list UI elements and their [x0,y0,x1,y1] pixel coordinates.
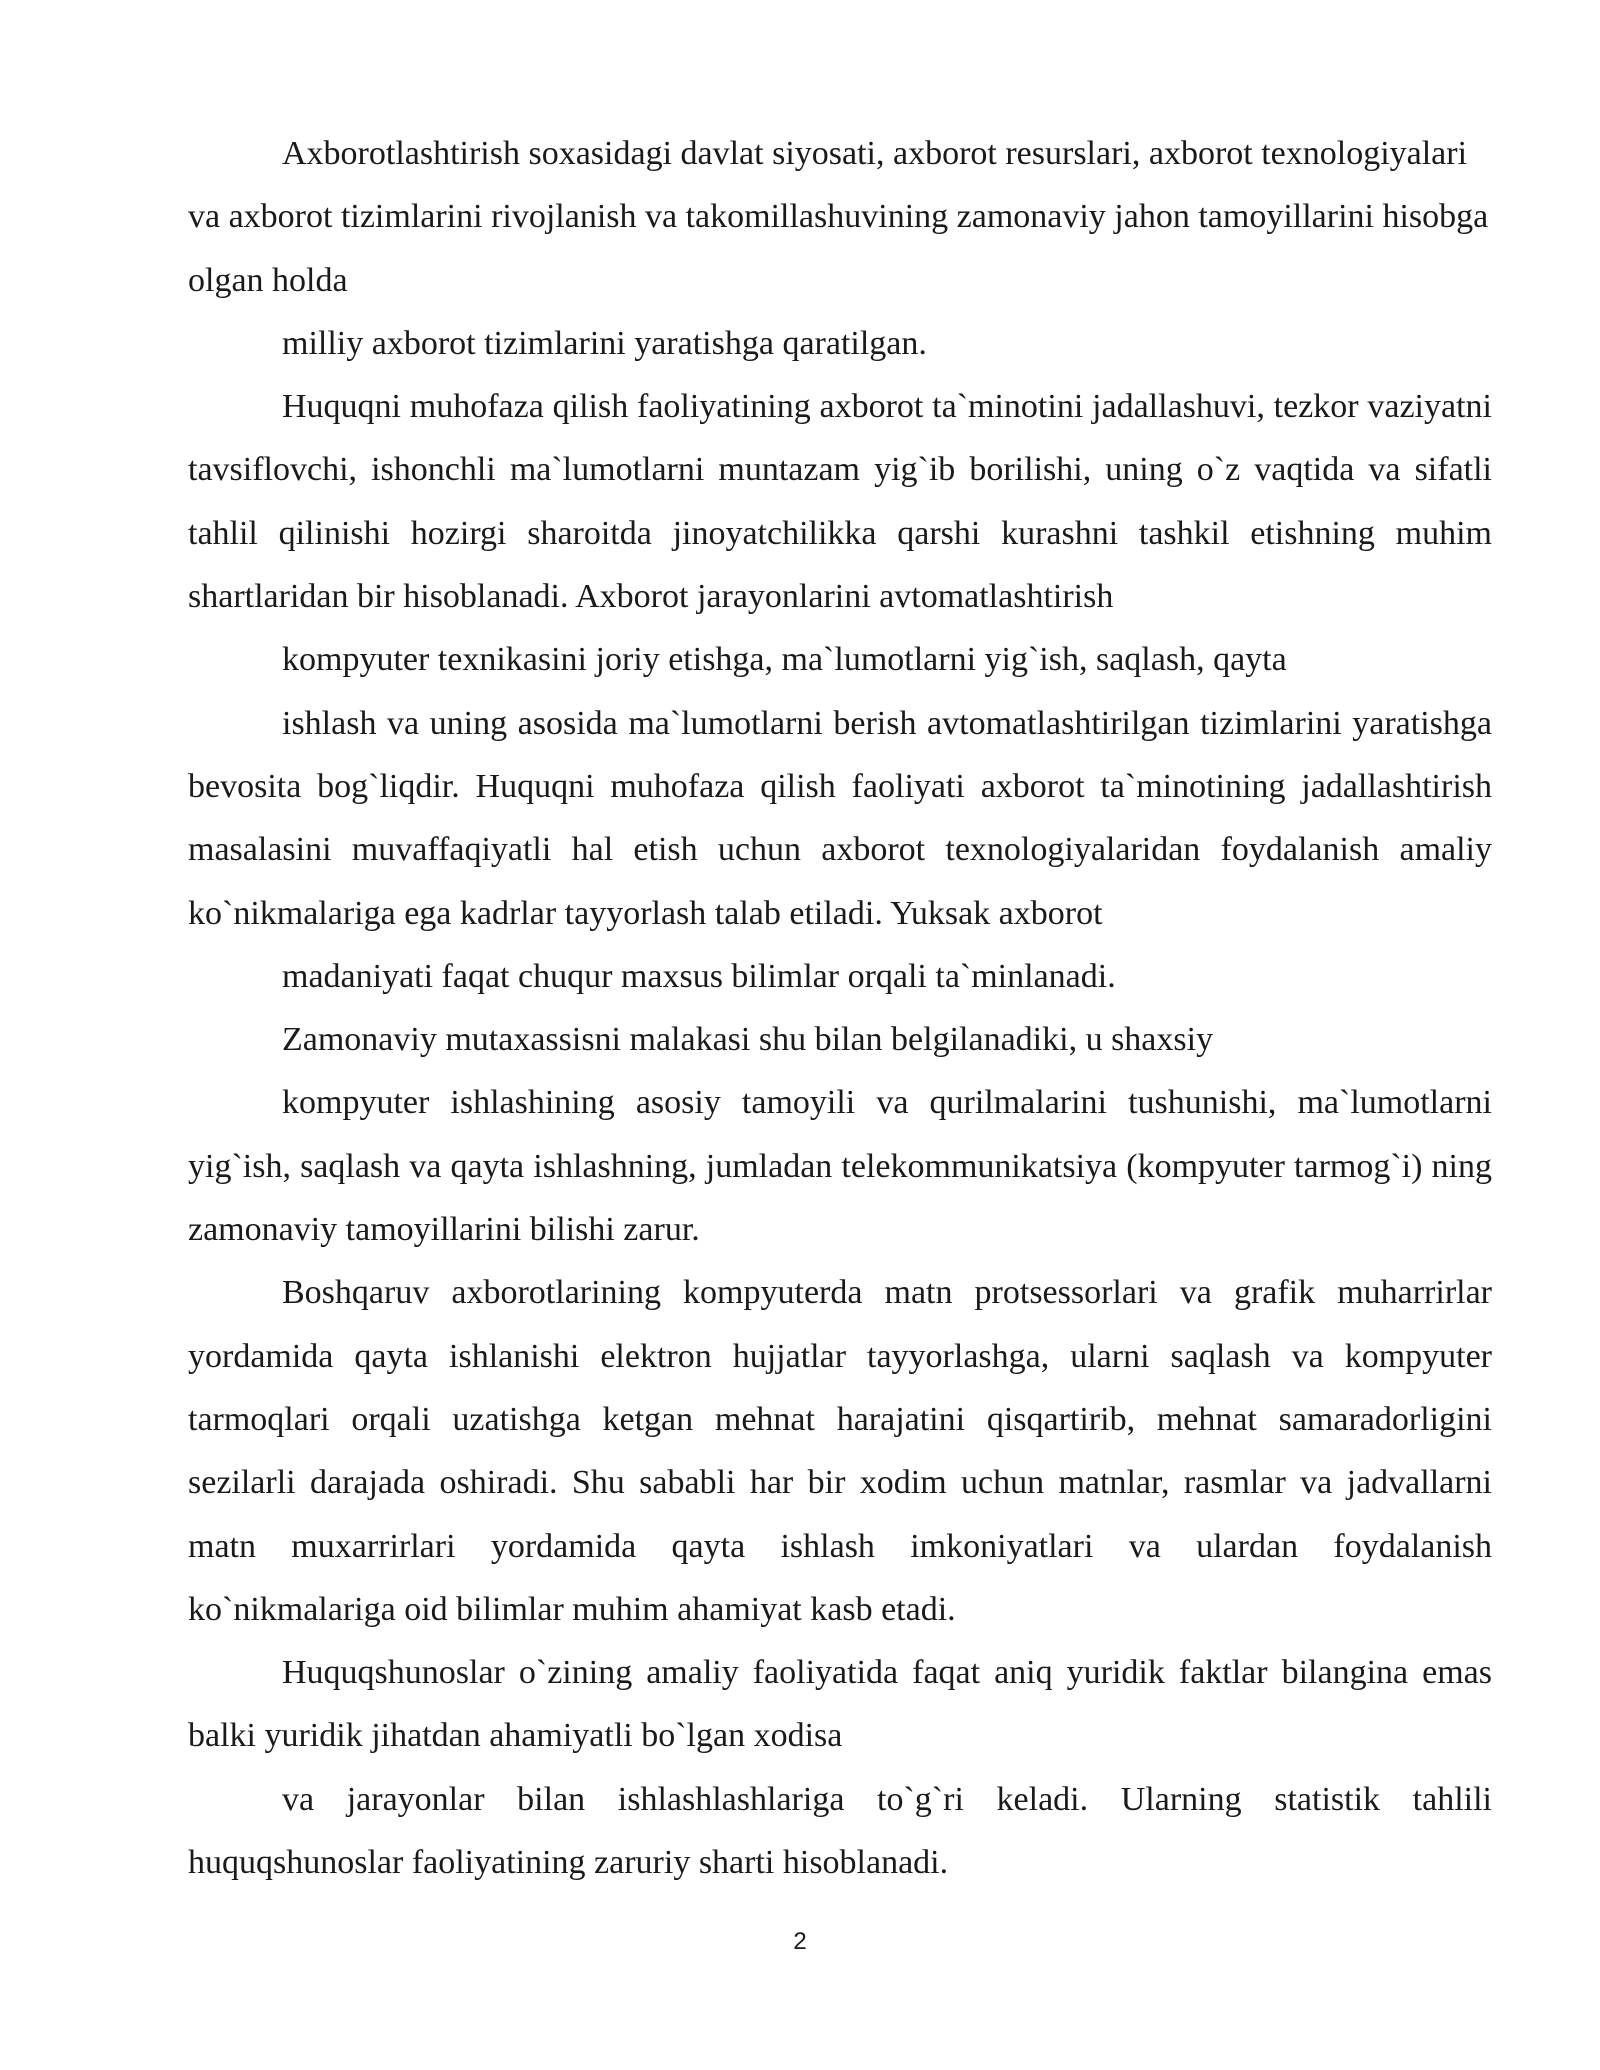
document-body [188,122,1492,1894]
paragraph: ishlash va uning asosida ma`lumotlarni berish avtomatlashtirilgan tizimlarini yaratishga bevosita bog`liqdir. Huquqni muhofaza qilish faoliyati axborot ta`minotining jadallashtirish masalasini muvaffaqiyatli hal etish uchun axborot texnologiyalaridan foydalanish amaliy ko`nikmalariga ega kadrlar tayyorlash talab etiladi. Yuksak axborot [188,704,1492,932]
paragraph: Huquqshunoslar o`zining amaliy faoliyatida faqat aniq yuridik faktlar bilangina emas balki yuridik jihatdan ahamiyatli bo`lgan xodisa [188,1654,1492,1755]
paragraph: milliy axborot tizimlarini yaratishga qaratilgan. [282,324,927,362]
paragraph: kompyuter texnikasini joriy etishga, ma`lumotlarni yig`ish, saqlash, qayta [282,641,1287,679]
paragraph: Huquqni muhofaza qilish faoliyatining axborot ta`minotini jadallashuvi, tezkor vaziyatni tavsiflovchi, ishonchli ma`lumotlarni muntazam yig`ib borilishi, uning o`z vaqtida va sifatli tahlil qilinishi hozirgi sharoitda jinoyatchilikka qarshi kurashni tashkil etishning muhim shartlaridan bir hisoblanadi. Axborot jarayonlarini avtomatlashtirish [188,388,1492,616]
paragraph: madaniyati faqat chuqur maxsus bilimlar orqali ta`minlanadi. [282,957,1116,995]
paragraph: Zamonaviy mutaxassisni malakasi shu bilan belgilanadiki, u shaxsiy [282,1021,1214,1059]
paragraph: va jarayonlar bilan ishlashlashlariga to`g`ri keladi. Ularning statistik tahlili huquqshunoslar faoliyatining zaruriy sharti hisoblanadi. [188,1780,1492,1882]
paragraph: kompyuter ishlashining asosiy tamoyili va qurilmalarini tushunishi, ma`lumotlarni yig`ish, saqlash va qayta ishlashning, jumladan telekommunikatsiya (kompyuter tarmog`i) ning zamonaviy tamoyillarini bilishi zarur. [188,1084,1492,1249]
paragraph: Axborotlashtirish soxasidagi davlat siyosati, axborot resurslari, axborot texnologiyalari va axborot tizimlarini rivojlanish va takomillashuvining zamonaviy jahon tamoyillarini hisobga olgan holda [188,135,1489,299]
paragraph: Boshqaruv axborotlarining kompyuterda matn protsessorlari va grafik muharrirlar yordamida qayta ishlanishi elektron hujjatlar tayyorlashga, ularni saqlash va kompyuter tarmoqlari orqali uzatishga ketgan mehnat harajatini qisqartirib, mehnat samaradorligini sezilarli darajada oshiradi. Shu sababli har bir xodim uchun matnlar, rasmlar va jadvallarni matn muxarrirlari yordamida qayta ishlash imkoniyatlari va ulardan foydalanish ko`nikmalariga oid bilimlar muhim ahamiyat kasb etadi. [188,1274,1492,1628]
page-number: 2 [793,1928,807,1955]
